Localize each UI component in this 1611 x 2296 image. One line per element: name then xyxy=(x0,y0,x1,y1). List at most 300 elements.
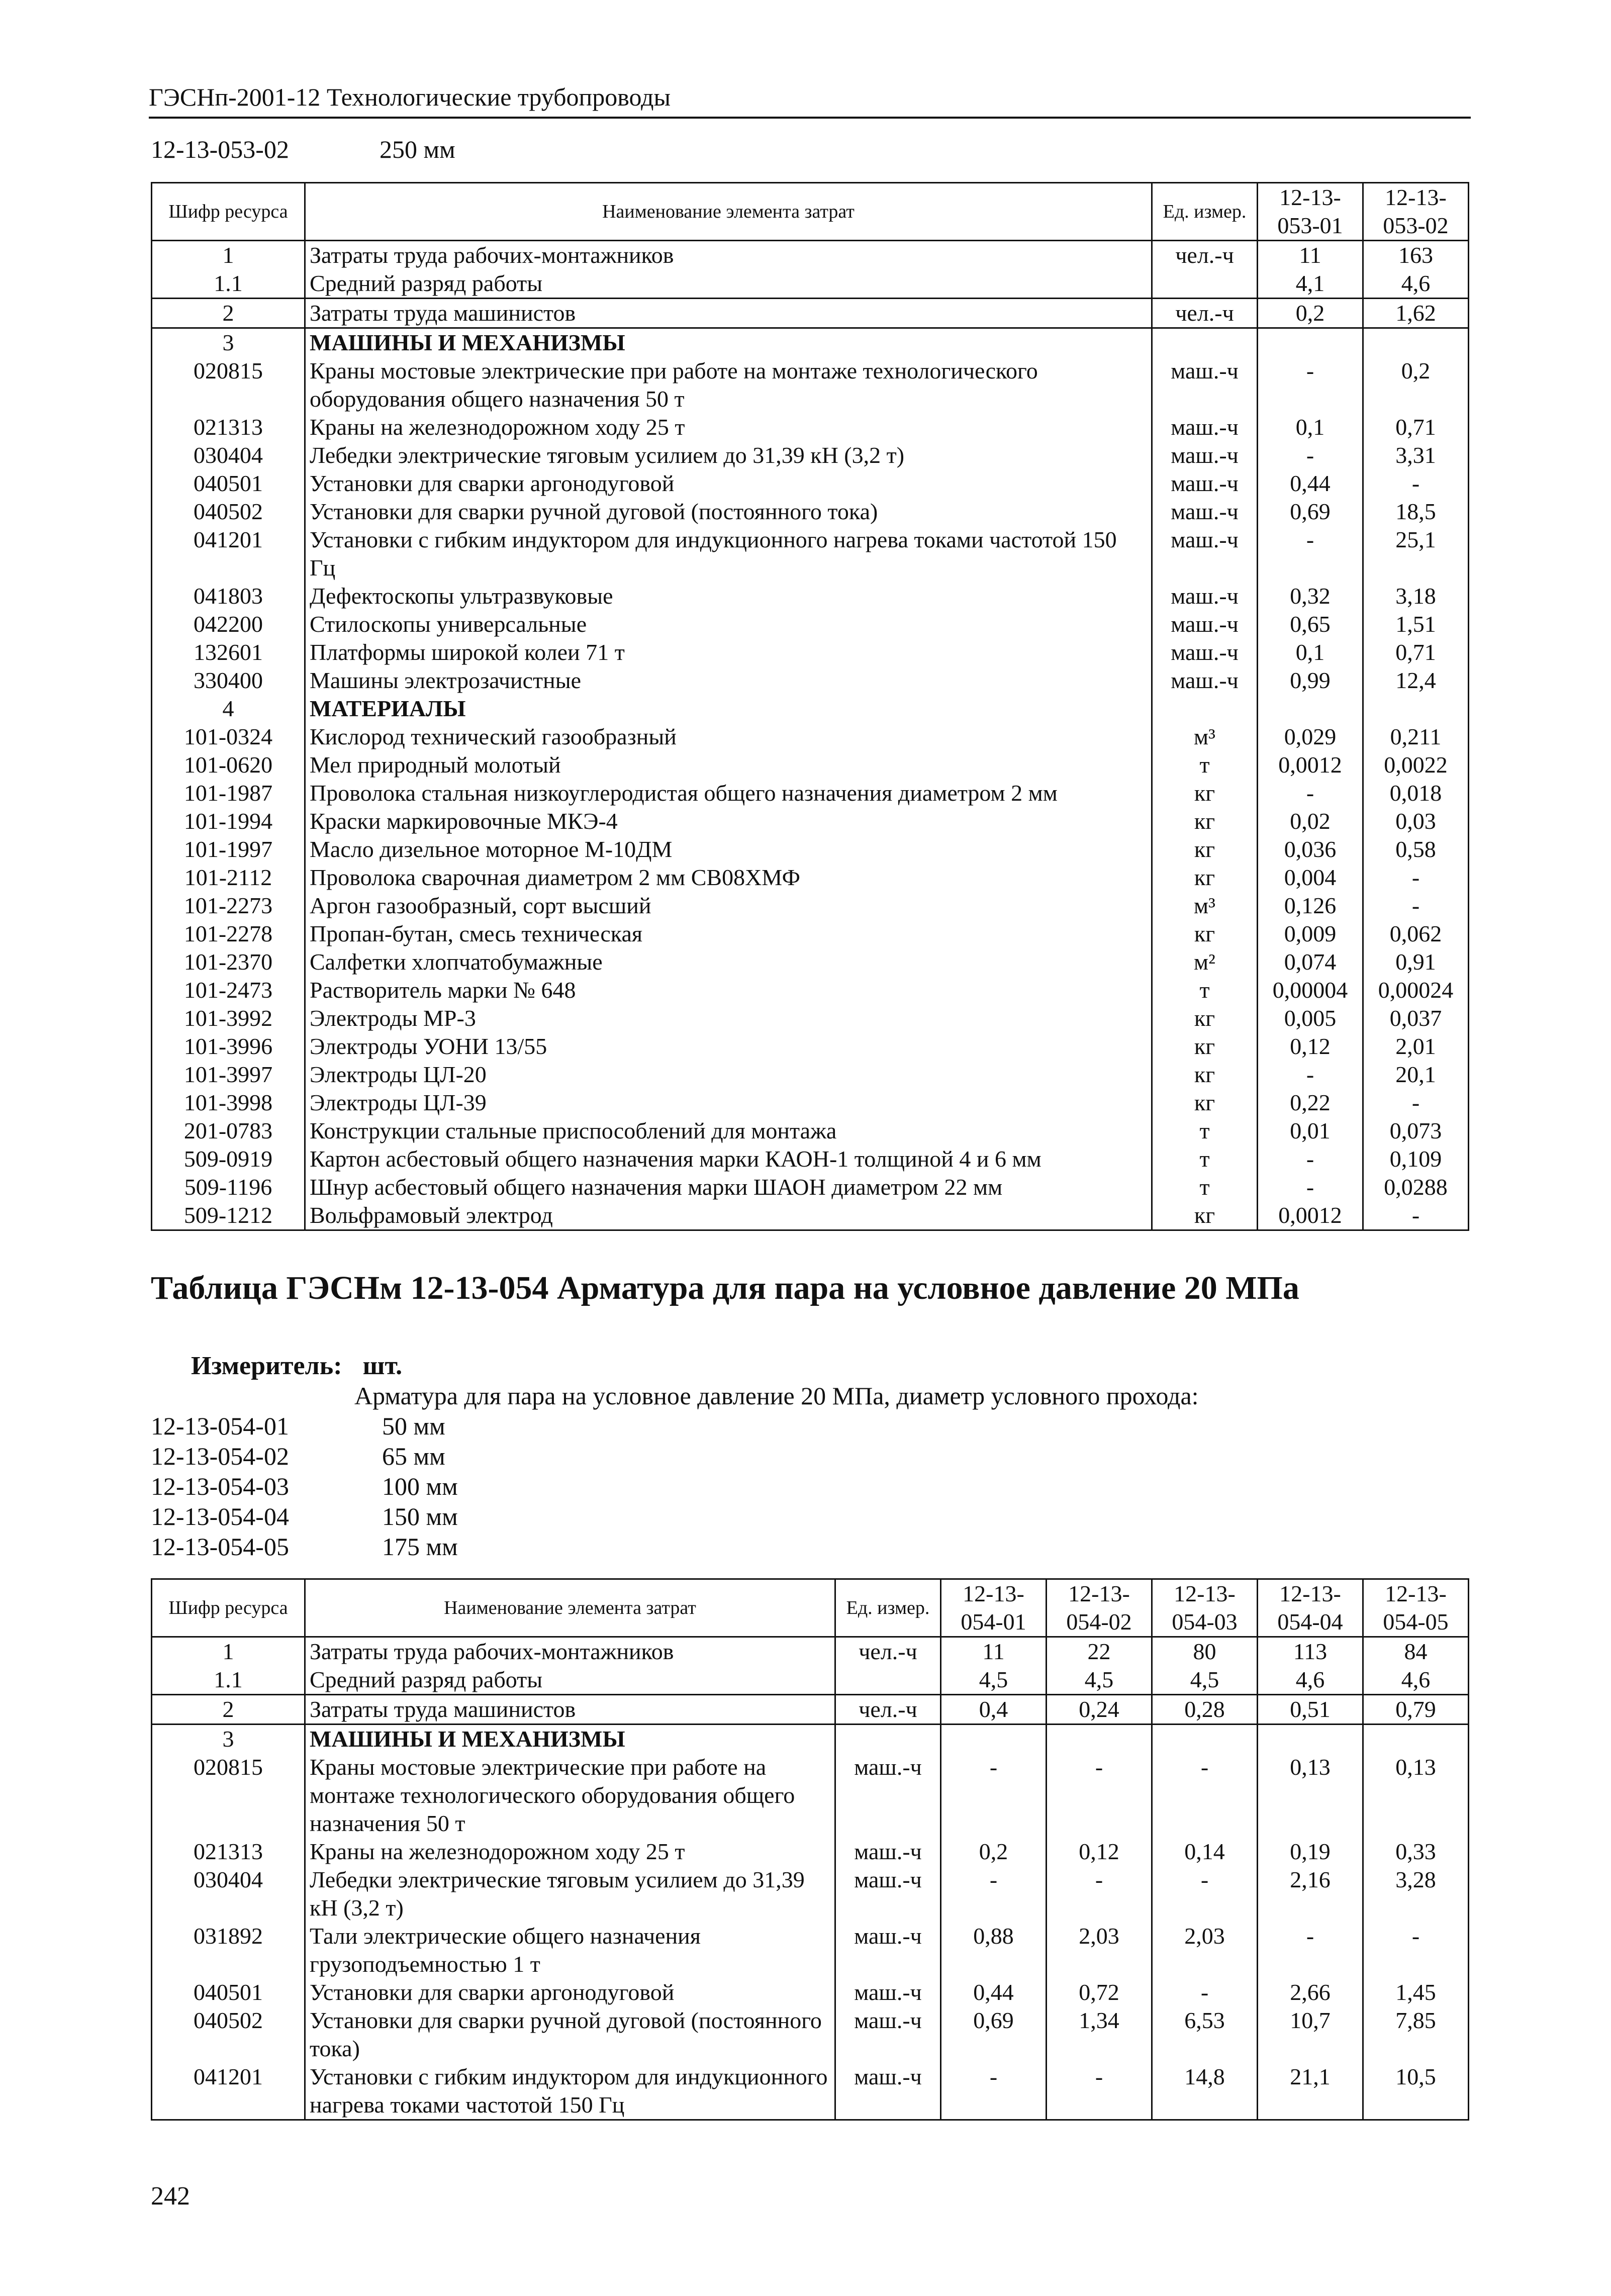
cell-unit: кг xyxy=(1152,1089,1258,1117)
cell-unit: кг xyxy=(1152,920,1258,948)
cell-unit xyxy=(835,1725,941,1754)
cell-value: 18,5 xyxy=(1363,498,1469,526)
column-header-unit: Ед. измер. xyxy=(835,1579,941,1637)
cell-unit: чел.-ч xyxy=(835,1695,941,1725)
cell-code: 101-1987 xyxy=(152,779,305,807)
table-row xyxy=(152,269,1469,299)
cell-code: 042200 xyxy=(152,610,305,638)
cell-value: 21,1 xyxy=(1258,2063,1363,2120)
cell-value: 0,58 xyxy=(1363,835,1469,864)
cell-value: 0,88 xyxy=(941,1922,1047,1978)
cell-value: - xyxy=(941,1866,1047,1922)
measure-value: шт. xyxy=(362,1352,403,1380)
cell-unit: маш.-ч xyxy=(1152,666,1258,695)
cell-code: 101-3992 xyxy=(152,1004,305,1032)
cell-value: 0,91 xyxy=(1363,948,1469,976)
cell-name: Растворитель марки № 648 xyxy=(305,976,1152,1004)
cell-value: 0,02 xyxy=(1258,807,1363,835)
cell-value: 0,44 xyxy=(1258,469,1363,498)
cell-unit: маш.-ч xyxy=(1152,638,1258,666)
cell-unit: маш.-ч xyxy=(835,2006,941,2063)
cell-code: 101-0620 xyxy=(152,751,305,779)
section1-code: 12-13-053-02 xyxy=(151,135,289,163)
column-header-norm: 12-13-054-01 xyxy=(941,1579,1047,1637)
cell-code: 1.1 xyxy=(152,1666,305,1695)
cell-value: 1,45 xyxy=(1363,1978,1469,2006)
cell-code: 021313 xyxy=(152,1838,305,1866)
cell-value: 20,1 xyxy=(1363,1061,1469,1089)
cell-value: 0,036 xyxy=(1258,835,1363,864)
cell-value: 0,109 xyxy=(1363,1145,1469,1173)
cell-value: - xyxy=(1363,892,1469,920)
table-row xyxy=(152,1666,1469,1695)
cell-name: Салфетки хлопчатобумажные xyxy=(305,948,1152,976)
cell-value: 10,5 xyxy=(1363,2063,1469,2120)
cell-value: 1,34 xyxy=(1047,2006,1152,2063)
cell-value: 0,79 xyxy=(1363,1695,1469,1725)
cell-value: 0,009 xyxy=(1258,920,1363,948)
cell-value: - xyxy=(1258,1061,1363,1089)
cell-value: 0,2 xyxy=(1258,299,1363,328)
cell-value: - xyxy=(1363,1201,1469,1230)
cell-name: Электроды ЦЛ-20 xyxy=(305,1061,1152,1089)
cell-value: 0,14 xyxy=(1152,1838,1258,1866)
variant-code: 12-13-054-01 xyxy=(151,1412,289,1440)
table-row xyxy=(152,1201,1469,1230)
cell-value: 0,01 xyxy=(1258,1117,1363,1145)
cell-value xyxy=(1363,1725,1469,1754)
cell-name: Установки с гибким индуктором для индукционного нагрева токами частотой 150 Гц xyxy=(305,526,1152,582)
table-title: Таблица ГЭСНм 12-13-054 Арматура для пара на условное давление 20 МПа xyxy=(151,1270,1299,1306)
cell-code: 2 xyxy=(152,1695,305,1725)
cell-value: 4,6 xyxy=(1363,269,1469,299)
table-row xyxy=(152,1117,1469,1145)
cell-value: 0,03 xyxy=(1363,807,1469,835)
table-row xyxy=(152,666,1469,695)
cell-value: - xyxy=(1258,526,1363,582)
table-row xyxy=(152,469,1469,498)
table-row xyxy=(152,1922,1469,1978)
variant-code: 12-13-054-03 xyxy=(151,1472,289,1500)
variant-code: 12-13-054-02 xyxy=(151,1442,289,1470)
cell-code: 101-1997 xyxy=(152,835,305,864)
cell-value: 0,004 xyxy=(1258,864,1363,892)
column-header-code: Шифр ресурса xyxy=(152,183,305,241)
cell-value: - xyxy=(1258,441,1363,469)
cell-value: 0,037 xyxy=(1363,1004,1469,1032)
cell-value: 0,062 xyxy=(1363,920,1469,948)
cell-value: 0,24 xyxy=(1047,1695,1152,1725)
column-header-norm: 12-13-054-04 xyxy=(1258,1579,1363,1637)
cell-code: 509-1196 xyxy=(152,1173,305,1201)
cell-unit: т xyxy=(1152,1145,1258,1173)
cell-name: Электроды МР-3 xyxy=(305,1004,1152,1032)
cell-unit: маш.-ч xyxy=(1152,413,1258,441)
cell-name: Установки для сварки аргонодуговой xyxy=(305,1978,835,2006)
cell-name: Проволока стальная низкоуглеродистая общего назначения диаметром 2 мм xyxy=(305,779,1152,807)
cell-value: 7,85 xyxy=(1363,2006,1469,2063)
cell-value: 80 xyxy=(1152,1637,1258,1666)
cell-value: 0,2 xyxy=(1363,357,1469,413)
cell-unit: маш.-ч xyxy=(1152,498,1258,526)
column-header-norm: 12-13-053-02 xyxy=(1363,183,1469,241)
table-row xyxy=(152,1089,1469,1117)
cell-name: Краны мостовые электрические при работе на монтаже технологического оборудования общего назначения 50 т xyxy=(305,357,1152,413)
cell-code: 101-2273 xyxy=(152,892,305,920)
cell-value: 4,5 xyxy=(941,1666,1047,1695)
cell-unit: чел.-ч xyxy=(1152,241,1258,270)
cell-code: 1.1 xyxy=(152,269,305,299)
cell-value: 0,0022 xyxy=(1363,751,1469,779)
table-row xyxy=(152,498,1469,526)
table-row xyxy=(152,920,1469,948)
column-header-name: Наименование элемента затрат xyxy=(305,183,1152,241)
cell-name: Кислород технический газообразный xyxy=(305,723,1152,751)
table-row xyxy=(152,1866,1469,1922)
measure-line xyxy=(191,1351,402,1381)
cell-name: Затраты труда машинистов xyxy=(305,1695,835,1725)
cell-code: 040501 xyxy=(152,469,305,498)
table-row xyxy=(152,2063,1469,2120)
table-row xyxy=(152,1753,1469,1838)
cell-unit: т xyxy=(1152,1173,1258,1201)
cell-value: - xyxy=(1363,864,1469,892)
table-row xyxy=(152,1004,1469,1032)
cell-value: - xyxy=(941,2063,1047,2120)
variant-size: 175 мм xyxy=(382,1533,458,1561)
cell-name: Установки для сварки ручной дуговой (постоянного тока) xyxy=(305,2006,835,2063)
cell-name: Лебедки электрические тяговым усилием до 31,39 кН (3,2 т) xyxy=(305,441,1152,469)
cell-code: 101-1994 xyxy=(152,807,305,835)
cell-name: Средний разряд работы xyxy=(305,269,1152,299)
cell-name: Краски маркировочные МКЭ-4 xyxy=(305,807,1152,835)
cell-value: 0,33 xyxy=(1363,1838,1469,1866)
cell-code: 031892 xyxy=(152,1922,305,1978)
cell-code: 201-0783 xyxy=(152,1117,305,1145)
cell-value: 0,32 xyxy=(1258,582,1363,610)
cell-value: 0,211 xyxy=(1363,723,1469,751)
cell-value: 0,005 xyxy=(1258,1004,1363,1032)
table-row xyxy=(152,2006,1469,2063)
cell-unit: кг xyxy=(1152,1201,1258,1230)
cell-unit: кг xyxy=(1152,835,1258,864)
cell-unit: кг xyxy=(1152,1061,1258,1089)
cell-unit: маш.-ч xyxy=(835,1866,941,1922)
cell-code: 101-0324 xyxy=(152,723,305,751)
cell-code: 3 xyxy=(152,328,305,357)
cell-name: Электроды ЦЛ-39 xyxy=(305,1089,1152,1117)
cell-code: 101-3996 xyxy=(152,1032,305,1061)
table-row xyxy=(152,1725,1469,1754)
cell-value: - xyxy=(1258,357,1363,413)
cell-value: 6,53 xyxy=(1152,2006,1258,2063)
cell-unit: маш.-ч xyxy=(835,1753,941,1838)
cell-value: - xyxy=(1258,1922,1363,1978)
cell-value: - xyxy=(1047,1866,1152,1922)
cell-value: - xyxy=(1047,1753,1152,1838)
table-row xyxy=(152,1637,1469,1666)
cell-unit xyxy=(1152,695,1258,723)
cell-value: 0,19 xyxy=(1258,1838,1363,1866)
cell-value: - xyxy=(1047,2063,1152,2120)
cell-value: - xyxy=(1363,1922,1469,1978)
cell-value: - xyxy=(1152,1866,1258,1922)
table-row xyxy=(152,413,1469,441)
cell-value xyxy=(1363,695,1469,723)
resource-table-053 xyxy=(151,182,1469,1231)
variant-code: 12-13-054-04 xyxy=(151,1502,289,1530)
cell-value xyxy=(1258,695,1363,723)
cell-code: 030404 xyxy=(152,441,305,469)
cell-value: 0,22 xyxy=(1258,1089,1363,1117)
cell-name: Стилоскопы универсальные xyxy=(305,610,1152,638)
column-header-norm: 12-13-054-05 xyxy=(1363,1579,1469,1637)
cell-value: 1,51 xyxy=(1363,610,1469,638)
cell-unit: маш.-ч xyxy=(1152,469,1258,498)
cell-value: 2,01 xyxy=(1363,1032,1469,1061)
cell-unit: маш.-ч xyxy=(835,2063,941,2120)
cell-value: 0,71 xyxy=(1363,638,1469,666)
cell-name: Масло дизельное моторное М-10ДМ xyxy=(305,835,1152,864)
cell-unit: кг xyxy=(1152,807,1258,835)
cell-name: Краны на железнодорожном ходу 25 т xyxy=(305,1838,835,1866)
cell-name: Картон асбестовый общего назначения марки КАОН-1 толщиной 4 и 6 мм xyxy=(305,1145,1152,1173)
cell-unit: кг xyxy=(1152,1032,1258,1061)
cell-value: 0,99 xyxy=(1258,666,1363,695)
cell-code: 101-2112 xyxy=(152,864,305,892)
measure-label: Измеритель: xyxy=(191,1352,342,1380)
cell-code: 040502 xyxy=(152,2006,305,2063)
cell-name: Установки для сварки ручной дуговой (постоянного тока) xyxy=(305,498,1152,526)
cell-value: 3,18 xyxy=(1363,582,1469,610)
cell-code: 021313 xyxy=(152,413,305,441)
cell-name: МАТЕРИАЛЫ xyxy=(305,695,1152,723)
cell-value: 0,00004 xyxy=(1258,976,1363,1004)
cell-unit: маш.-ч xyxy=(1152,357,1258,413)
cell-name: Вольфрамовый электрод xyxy=(305,1201,1152,1230)
cell-value: 0,0012 xyxy=(1258,1201,1363,1230)
cell-code: 3 xyxy=(152,1725,305,1754)
table-row xyxy=(152,582,1469,610)
cell-value: 3,28 xyxy=(1363,1866,1469,1922)
cell-value: - xyxy=(1363,469,1469,498)
table-row xyxy=(152,779,1469,807)
cell-unit: т xyxy=(1152,1117,1258,1145)
cell-code: 020815 xyxy=(152,357,305,413)
cell-code: 030404 xyxy=(152,1866,305,1922)
cell-code: 040502 xyxy=(152,498,305,526)
cell-value: 0,44 xyxy=(941,1978,1047,2006)
cell-value: 0,13 xyxy=(1258,1753,1363,1838)
cell-name: Затраты труда машинистов xyxy=(305,299,1152,328)
cell-unit xyxy=(1152,328,1258,357)
cell-value: 0,65 xyxy=(1258,610,1363,638)
cell-unit xyxy=(835,1666,941,1695)
cell-name: Тали электрические общего назначения грузоподъемностью 1 т xyxy=(305,1922,835,1978)
cell-value: 4,6 xyxy=(1258,1666,1363,1695)
cell-value: 2,03 xyxy=(1047,1922,1152,1978)
column-header-name: Наименование элемента затрат xyxy=(305,1579,835,1637)
cell-name: Лебедки электрические тяговым усилием до 31,39 кН (3,2 т) xyxy=(305,1866,835,1922)
cell-unit: м² xyxy=(1152,948,1258,976)
cell-name: МАШИНЫ И МЕХАНИЗМЫ xyxy=(305,328,1152,357)
cell-unit: м³ xyxy=(1152,723,1258,751)
cell-value: 12,4 xyxy=(1363,666,1469,695)
cell-name: Пропан-бутан, смесь техническая xyxy=(305,920,1152,948)
cell-name: Аргон газообразный, сорт высший xyxy=(305,892,1152,920)
variant-size: 100 мм xyxy=(382,1472,458,1500)
cell-unit: кг xyxy=(1152,1004,1258,1032)
cell-unit: чел.-ч xyxy=(835,1637,941,1666)
cell-value: 25,1 xyxy=(1363,526,1469,582)
cell-unit: чел.-ч xyxy=(1152,299,1258,328)
cell-value: 0,13 xyxy=(1363,1753,1469,1838)
cell-name: Краны на железнодорожном ходу 25 т xyxy=(305,413,1152,441)
cell-name: Установки для сварки аргонодуговой xyxy=(305,469,1152,498)
cell-value: - xyxy=(1152,1753,1258,1838)
cell-value: 2,66 xyxy=(1258,1978,1363,2006)
column-header-norm: 12-13-054-03 xyxy=(1152,1579,1258,1637)
variant-code: 12-13-054-05 xyxy=(151,1533,289,1561)
cell-value: 4,5 xyxy=(1047,1666,1152,1695)
cell-value: - xyxy=(941,1753,1047,1838)
table-row xyxy=(152,948,1469,976)
cell-code: 101-3997 xyxy=(152,1061,305,1089)
table-row xyxy=(152,357,1469,413)
cell-unit: т xyxy=(1152,976,1258,1004)
variant-size: 65 мм xyxy=(382,1442,445,1470)
cell-unit: маш.-ч xyxy=(835,1978,941,2006)
cell-unit: маш.-ч xyxy=(1152,582,1258,610)
column-header-norm: 12-13-053-01 xyxy=(1258,183,1363,241)
table-row xyxy=(152,1978,1469,2006)
cell-value: 4,5 xyxy=(1152,1666,1258,1695)
cell-value: 11 xyxy=(941,1637,1047,1666)
cell-value: 4,6 xyxy=(1363,1666,1469,1695)
cell-name: Шнур асбестовый общего назначения марки ШАОН диаметром 22 мм xyxy=(305,1173,1152,1201)
cell-value: 3,31 xyxy=(1363,441,1469,469)
running-header-title: ГЭСНп-2001-12 Технологические трубопроводы xyxy=(149,83,671,111)
table-row xyxy=(152,1061,1469,1089)
cell-value xyxy=(1258,1725,1363,1754)
cell-value: 0,12 xyxy=(1258,1032,1363,1061)
cell-unit: маш.-ч xyxy=(835,1922,941,1978)
cell-value: 2,03 xyxy=(1152,1922,1258,1978)
table-row xyxy=(152,1838,1469,1866)
cell-value: 4,1 xyxy=(1258,269,1363,299)
cell-unit xyxy=(1152,269,1258,299)
cell-value: 0,72 xyxy=(1047,1978,1152,2006)
page-number: 242 xyxy=(151,2182,190,2211)
cell-value: 0,12 xyxy=(1047,1838,1152,1866)
cell-unit: кг xyxy=(1152,864,1258,892)
cell-name: Краны мостовые электрические при работе на монтаже технологического оборудования общего назначения 50 т xyxy=(305,1753,835,1838)
cell-code: 101-3998 xyxy=(152,1089,305,1117)
cell-unit: кг xyxy=(1152,779,1258,807)
cell-value: - xyxy=(1258,779,1363,807)
cell-value: 0,0012 xyxy=(1258,751,1363,779)
cell-value: 0,018 xyxy=(1363,779,1469,807)
table-row xyxy=(152,1695,1469,1725)
cell-name: Средний разряд работы xyxy=(305,1666,835,1695)
table-row xyxy=(152,751,1469,779)
cell-name: Мел природный молотый xyxy=(305,751,1152,779)
cell-value xyxy=(1258,328,1363,357)
cell-code: 132601 xyxy=(152,638,305,666)
table-row xyxy=(152,638,1469,666)
cell-value: 84 xyxy=(1363,1637,1469,1666)
cell-value: - xyxy=(1152,1978,1258,2006)
table-row xyxy=(152,1145,1469,1173)
cell-value: 0,1 xyxy=(1258,413,1363,441)
cell-value: - xyxy=(1258,1173,1363,1201)
table-row xyxy=(152,835,1469,864)
cell-code: 020815 xyxy=(152,1753,305,1838)
cell-value: 11 xyxy=(1258,241,1363,270)
cell-value: 14,8 xyxy=(1152,2063,1258,2120)
cell-code: 101-2278 xyxy=(152,920,305,948)
cell-name: Установки с гибким индуктором для индукционного нагрева токами частотой 150 Гц xyxy=(305,2063,835,2120)
table-row xyxy=(152,976,1469,1004)
cell-value: 0,126 xyxy=(1258,892,1363,920)
table-row xyxy=(152,723,1469,751)
cell-value: 22 xyxy=(1047,1637,1152,1666)
resource-table-054 xyxy=(151,1578,1469,2121)
cell-value xyxy=(1047,1725,1152,1754)
cell-name: Дефектоскопы ультразвуковые xyxy=(305,582,1152,610)
cell-value: 0,074 xyxy=(1258,948,1363,976)
table-description: Арматура для пара на условное давление 20 МПа, диаметр условного прохода: xyxy=(354,1382,1199,1410)
table-row xyxy=(152,892,1469,920)
cell-unit: маш.-ч xyxy=(835,1838,941,1866)
cell-name: МАШИНЫ И МЕХАНИЗМЫ xyxy=(305,1725,835,1754)
table-row xyxy=(152,864,1469,892)
cell-value xyxy=(1363,328,1469,357)
table-row xyxy=(152,610,1469,638)
cell-value: 0,029 xyxy=(1258,723,1363,751)
variant-size: 150 мм xyxy=(382,1502,458,1530)
cell-code: 509-0919 xyxy=(152,1145,305,1173)
cell-code: 2 xyxy=(152,299,305,328)
cell-name: Конструкции стальные приспособлений для монтажа xyxy=(305,1117,1152,1145)
table-row xyxy=(152,1173,1469,1201)
cell-value: - xyxy=(1258,1145,1363,1173)
cell-code: 040501 xyxy=(152,1978,305,2006)
cell-code: 041803 xyxy=(152,582,305,610)
cell-value: 0,1 xyxy=(1258,638,1363,666)
cell-name: Затраты труда рабочих-монтажников xyxy=(305,1637,835,1666)
cell-value: 10,7 xyxy=(1258,2006,1363,2063)
cell-code: 330400 xyxy=(152,666,305,695)
running-header xyxy=(149,74,1471,119)
cell-value: 0,51 xyxy=(1258,1695,1363,1725)
cell-value: 0,69 xyxy=(941,2006,1047,2063)
cell-name: Платформы широкой колеи 71 т xyxy=(305,638,1152,666)
cell-code: 041201 xyxy=(152,526,305,582)
column-header-norm: 12-13-054-02 xyxy=(1047,1579,1152,1637)
cell-unit: т xyxy=(1152,751,1258,779)
cell-value: - xyxy=(1363,1089,1469,1117)
cell-name: Затраты труда рабочих-монтажников xyxy=(305,241,1152,270)
cell-unit: маш.-ч xyxy=(1152,526,1258,582)
table-row xyxy=(152,526,1469,582)
cell-unit: маш.-ч xyxy=(1152,610,1258,638)
cell-value: 0,4 xyxy=(941,1695,1047,1725)
cell-name: Электроды УОНИ 13/55 xyxy=(305,1032,1152,1061)
cell-value: 0,71 xyxy=(1363,413,1469,441)
cell-name: Проволока сварочная диаметром 2 мм СВ08ХМФ xyxy=(305,864,1152,892)
cell-value xyxy=(941,1725,1047,1754)
